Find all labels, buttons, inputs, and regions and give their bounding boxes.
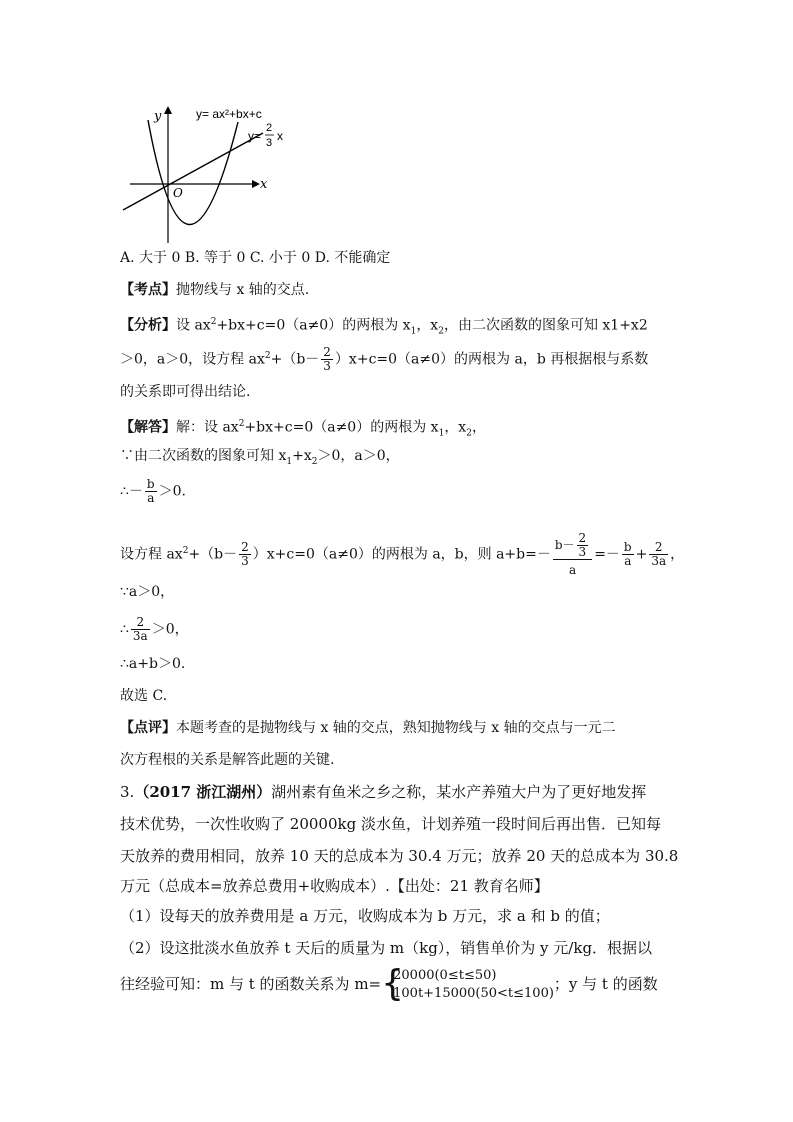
piecewise-case-2: 100t+15000(50<t≤100): [393, 986, 554, 1001]
frac-den: 3a: [132, 629, 148, 643]
jieda-l4-c: ）x+c=0（a≠0）的两根为 a，b，则 a+b=－: [252, 546, 551, 563]
x-axis-label: x: [260, 177, 268, 192]
piecewise-case-1: 20000(0≤t≤50): [393, 968, 497, 983]
x-axis-arrow: [252, 180, 260, 188]
jieda-l2-a: ∵由二次函数的图象可知 x: [120, 448, 287, 464]
piecewise-function: [381, 963, 554, 1004]
fenxi-line-2: [120, 346, 648, 373]
q3-line-5: [120, 963, 658, 1004]
jieda-line-3: [120, 478, 186, 505]
jieda-l2-c: ＞0，a＞0，: [317, 448, 400, 464]
sub-2: 2: [466, 428, 472, 439]
jieda-l4-d: =－: [594, 546, 620, 563]
frac-num: 2: [649, 541, 668, 555]
jieda-l6-b: ＞0，: [151, 621, 189, 638]
dianping-l1: 本题考查的是抛物线与 x 轴的交点，熟知抛物线与 x 轴的交点与一元二: [176, 720, 616, 736]
fraction-2-3: [321, 346, 333, 373]
jieda-line-1: [120, 414, 486, 443]
fenxi-l1-c: ，x: [416, 317, 439, 334]
line-label-var: x: [277, 129, 283, 143]
fenxi-l1-a: 设 ax: [176, 317, 211, 334]
sub-2: 2: [438, 326, 444, 337]
q3-num: 3.: [120, 783, 135, 801]
sub-1: 1: [286, 456, 293, 467]
fraction-b-a: [145, 478, 157, 505]
kaodian-text: 抛物线与 x 轴的交点.: [176, 282, 310, 298]
jieda-line-5: ∵a＞0，: [120, 584, 175, 600]
q3-line-1: [120, 782, 646, 802]
origin-label: O: [173, 186, 183, 200]
jieda-l1-d: ，: [471, 419, 486, 436]
options-line: A. 大于 0 B. 等于 0 C. 小于 0 D. 不能确定: [120, 250, 391, 266]
left-brace-icon: {: [381, 963, 405, 1004]
line-label-prefix: y=: [248, 129, 262, 143]
kaodian-line: [120, 280, 309, 300]
q3-p3-a: 往经验可知：m 与 t 的函数关系为 m=: [120, 975, 382, 993]
frac-den: 3: [323, 359, 331, 374]
line-label-num: 2: [266, 122, 273, 134]
q3-line-4: 万元（总成本=放养总费用+收购成本）.【出处：21 教育名师】: [120, 877, 549, 895]
jieda-l1-c: ，x: [444, 419, 467, 436]
sup-2: 2: [238, 419, 245, 429]
sup-2: 2: [182, 545, 189, 556]
jieda-tag: 【解答】: [120, 419, 176, 436]
frac-num: b: [623, 540, 632, 554]
jieda-l4-a: 设方程 ax: [120, 546, 183, 563]
line-label-den: 3: [266, 137, 273, 149]
q3-l1: 湖州素有鱼米之乡之称，某水产养殖大户为了更好地发挥: [271, 783, 647, 801]
jieda-line-2: [120, 446, 400, 472]
fenxi-l2-a: ＞0，a＞0，设方程 ax: [120, 351, 265, 368]
fraction-2-3: [239, 541, 251, 568]
q3-source: （2017 浙江湖州）: [134, 783, 272, 801]
fraction-b-a: [622, 541, 634, 568]
sub-1: 1: [438, 428, 445, 439]
jieda-l4-b: +（b－: [188, 546, 238, 563]
jieda-line-7: ∴a+b＞0.: [120, 656, 186, 672]
sub-1: 1: [410, 326, 417, 337]
fenxi-l2-b: +（b－: [270, 351, 320, 368]
compound-fraction: [553, 532, 592, 577]
q3-p3-b: ；y 与 t 的函数: [553, 975, 658, 993]
line-y-2-3-x: [123, 133, 263, 210]
sup-2: 2: [210, 317, 217, 327]
fenxi-line-3: 的关系即可得出结论.: [120, 384, 251, 400]
fenxi-l1-d: ，由二次函数的图象可知 x1+x2: [443, 317, 648, 334]
dianping-line-2: 次方程根的关系是解答此题的关键.: [120, 752, 335, 768]
jieda-line-8: 故选 C.: [120, 688, 168, 704]
fenxi-l2-c: ）x+c=0（a≠0）的两根为 a，b 再根据根与系数: [334, 351, 649, 368]
frac-den: 3: [241, 554, 249, 568]
frac-num: 2: [241, 540, 249, 554]
function-graph: [118, 98, 298, 248]
jieda-l4-f: ，: [670, 546, 685, 563]
y-axis-arrow: [164, 106, 172, 114]
jieda-l1-a: 解：设 ax: [176, 419, 239, 436]
fenxi-line-1: [120, 312, 648, 341]
compound-num: [553, 532, 592, 560]
jieda-l1-b: +bx+c=0（a≠0）的两根为 x: [244, 419, 439, 436]
jieda-line-6: [120, 616, 189, 643]
compound-den: a: [568, 563, 577, 577]
q3-part2: （2）设这批淡水鱼放养 t 天后的质量为 m（kg），销售单价为 y 元/kg．根据以: [120, 939, 653, 957]
frac-num: 2: [323, 345, 331, 360]
inner-fraction: [577, 532, 589, 559]
sub-2: 2: [311, 456, 318, 467]
jieda-l6-a: ∴: [120, 621, 129, 638]
frac-num: b: [146, 477, 155, 491]
frac-den: 3: [578, 545, 587, 559]
jieda-l3-b: ＞0.: [158, 483, 186, 500]
q3-line-3: 天放养的费用相同，放养 10 天的总成本为 30.4 万元；放养 20 天的总成本为 30.8: [120, 847, 679, 865]
sup-2: 2: [264, 351, 271, 361]
frac-den: 3a: [651, 554, 667, 568]
jieda-l3-a: ∴－: [120, 483, 143, 500]
q3-line-2: 技术优势，一次性收购了 20000kg 淡水鱼，计划养殖一段时间后再出售．已知每: [120, 815, 661, 833]
frac-num: 2: [131, 616, 150, 630]
jieda-l4-e: +: [635, 546, 648, 563]
jieda-line-4: [120, 532, 684, 577]
dianping-line-1: [120, 718, 616, 738]
parabola-label: y= ax²+bx+c: [196, 107, 262, 121]
frac-num: 2: [578, 531, 587, 545]
kaodian-tag: 【考点】: [120, 282, 176, 298]
compound-num-a: b－: [554, 538, 575, 552]
frac-den: a: [624, 554, 632, 568]
fraction-2-3a: [649, 541, 668, 568]
fraction-2-3a: [131, 616, 150, 643]
y-axis-label: y: [154, 109, 162, 124]
fenxi-tag: 【分析】: [120, 317, 176, 334]
q3-part1: （1）设每天的放养费用是 a 万元，收购成本为 b 万元，求 a 和 b 的值；: [120, 907, 610, 925]
dianping-tag: 【点评】: [120, 720, 176, 736]
frac-den: a: [147, 491, 155, 505]
jieda-l2-b: +x: [292, 448, 312, 464]
fenxi-l1-b: +bx+c=0（a≠0）的两根为 x: [216, 317, 411, 334]
